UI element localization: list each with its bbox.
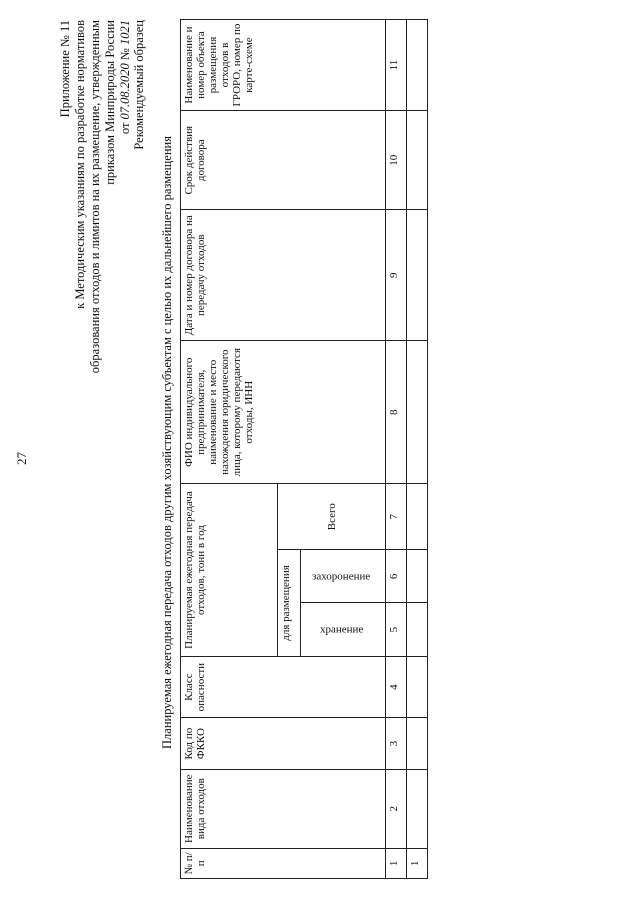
empty-cell [407, 484, 428, 550]
col-num-10: 10 [386, 111, 407, 210]
col-num-5: 5 [386, 603, 407, 656]
col-total-header: Всего [278, 484, 386, 550]
col-num-11: 11 [386, 20, 407, 111]
page-number: 27 [14, 452, 29, 465]
burial-label: захоронение [312, 570, 371, 583]
appendix-header [58, 20, 133, 440]
col-waste-name-header: Наименование вида отходов [181, 769, 386, 848]
table-title: Планируемая ежегодная передача отходов другим хозяйствующим субъектам с целью их дальнейшего размещения [160, 136, 174, 749]
col-storage-header [301, 603, 386, 656]
col-groro-header: Наименование и номер объекта размещения отходов в ГРОРО, номер по карте-схеме [181, 20, 386, 111]
col-num-2: 2 [386, 769, 407, 848]
appendix-date-line [118, 20, 133, 440]
table-row [407, 20, 428, 879]
col-hazard-class-header: Класс опасности [181, 656, 386, 718]
column-numbers-row [386, 20, 407, 879]
empty-cell [407, 210, 428, 341]
row-number-cell: 1 [407, 848, 428, 878]
empty-cell [407, 20, 428, 111]
appendix-title: Приложение № 11 [58, 20, 72, 118]
col-transfer-header: Планируемая ежегодная передача отходов, тонн в год [181, 484, 278, 656]
col-num-1: 1 [386, 848, 407, 878]
col-num-6: 6 [386, 550, 407, 603]
empty-cell [407, 550, 428, 603]
col-contract-term-header: Срок действия договора [181, 111, 386, 210]
col-burial-header [301, 550, 386, 603]
col-num-7: 7 [386, 484, 407, 550]
empty-cell [407, 603, 428, 656]
order-date: 07.08.2020 [118, 63, 132, 120]
col-fkko-header: Код по ФККО [181, 718, 386, 769]
appendix-line-1: к Методическим указаниям по разработке нормативов [73, 20, 87, 309]
col-for-placement-header: для размещения [278, 550, 301, 657]
col-num-3: 3 [386, 718, 407, 769]
table-header-row-1 [181, 20, 278, 879]
order-number: 1021 [118, 20, 132, 45]
empty-cell [407, 656, 428, 718]
recommended-sample-label: Рекомендуемый образец [132, 20, 146, 150]
waste-transfer-table [180, 19, 428, 879]
number-prefix: № [118, 48, 132, 61]
appendix-line-2: образования отходов и лимитов на их размещение, утвержденным [88, 20, 102, 374]
col-num-9: 9 [386, 210, 407, 341]
col-number-header: № п/п [181, 848, 386, 878]
empty-cell [407, 111, 428, 210]
storage-label: хранение [319, 623, 364, 636]
col-num-8: 8 [386, 341, 407, 484]
date-prefix: от [118, 122, 132, 135]
col-recipient-header: ФИО индивидуального предпринимателя, наименование и место нахождения юридического лица, которому передаются отходы, ИНН [181, 341, 386, 484]
col-contract-header: Дата и номер договора на передачу отходов [181, 210, 386, 341]
empty-cell [407, 341, 428, 484]
appendix-line-3: приказом Минприроды России [103, 20, 117, 185]
empty-cell [407, 769, 428, 848]
empty-cell [407, 718, 428, 769]
col-num-4: 4 [386, 656, 407, 718]
